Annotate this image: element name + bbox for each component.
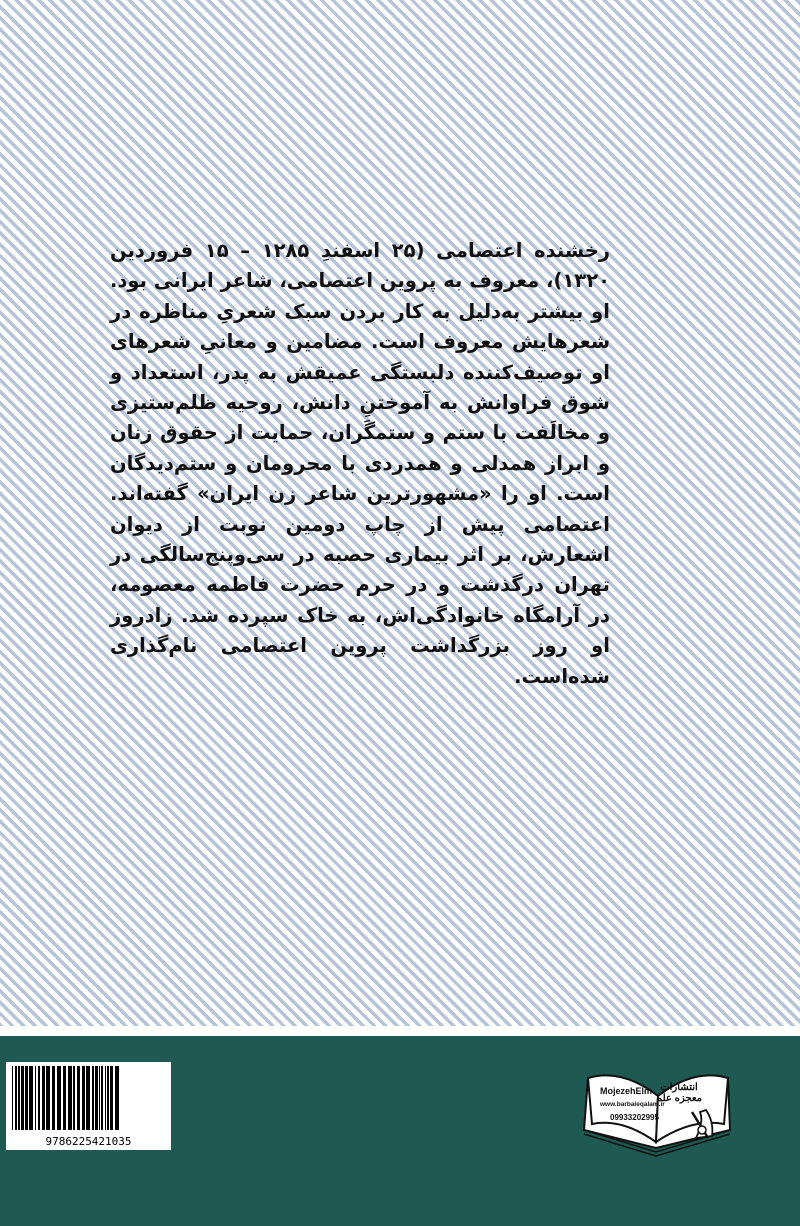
barcode-bar [21,1066,24,1130]
barcode-bar [115,1066,119,1130]
barcode-bar [57,1066,61,1130]
barcode-bar [63,1066,66,1130]
barcode-bar [35,1066,36,1130]
open-book-icon [578,1052,738,1164]
barcode-bar [29,1066,33,1130]
publisher-name-en: MojezehElm [600,1086,653,1096]
barcode-bar [38,1066,40,1130]
publisher-phone: 09933202995 [610,1113,659,1122]
barcode-bar [15,1066,17,1130]
barcode-bar [107,1066,109,1130]
barcode-bar [95,1066,98,1130]
barcode-bar [42,1066,45,1130]
blurb-paragraph: رخشنده اعتصامی (۲۵ اسفندِ ۱۲۸۵ – ۱۵ فروردین ۱۳۲۰)، معروف به پروین اعتصامی، شاعر ایرانی بود. او بیشتر به‌دلیل به کار بردن سبک شعریِ مناظره در شعرهایش معروف است. مضامین و معانیِ شعرهای او توصیف‌کننده دلبستگی عمیقش به پدر، استعداد و شوق فراوانش به آموختنِ دانش، روحیه ظلم‌ستیزی و مخالَفت با ستم و ستمگَران، حمایت از حقوق زنان و ابراز همدلی و همدردی با محرومان و ستم‌دیدگان است. او را «مشهورترین شاعر زن ایران» گفته‌اند. اعتصامی پیش از چاپ دومین نوبت از دیوان اشعارش، بر اثر بیماری حصبه در سی‌وپنج‌سالگی در تهران درگذشت و در حرم حضرت فاطمه معصومه، در آرامگاه خانوادگی‌اش، به خاک سپرده شد. زادروز او روز بزرگداشت پروین اعتصامی نام‌گذاری شده‌است. [110,239,611,688]
barcode-bar [18,1066,20,1130]
barcode-bar [92,1066,94,1130]
publisher-website: www.barbaleqalam.ir [600,1101,665,1108]
barcode-bar [86,1066,90,1130]
barcode-bar [99,1066,100,1130]
barcode-bar [82,1066,85,1130]
isbn-number: 9786225421035 [45,1135,132,1148]
publisher-logo [578,1052,738,1164]
barcode-bar [101,1066,103,1130]
barcode-bars [6,1062,171,1134]
barcode-bar [110,1066,113,1130]
barcode-bar [52,1066,55,1130]
publisher-name-fa: انتشارات معجزه علم [655,1082,703,1104]
barcode-bar [77,1066,80,1130]
barcode-bar [68,1066,72,1130]
barcode-bar [12,1066,13,1130]
barcode-bar [105,1066,106,1130]
back-cover-blurb [110,236,610,692]
barcode-bar [46,1066,50,1130]
footer-divider [0,1026,800,1036]
barcode-bar [25,1066,28,1130]
isbn-barcode [6,1062,171,1150]
barcode-bar [73,1066,75,1130]
